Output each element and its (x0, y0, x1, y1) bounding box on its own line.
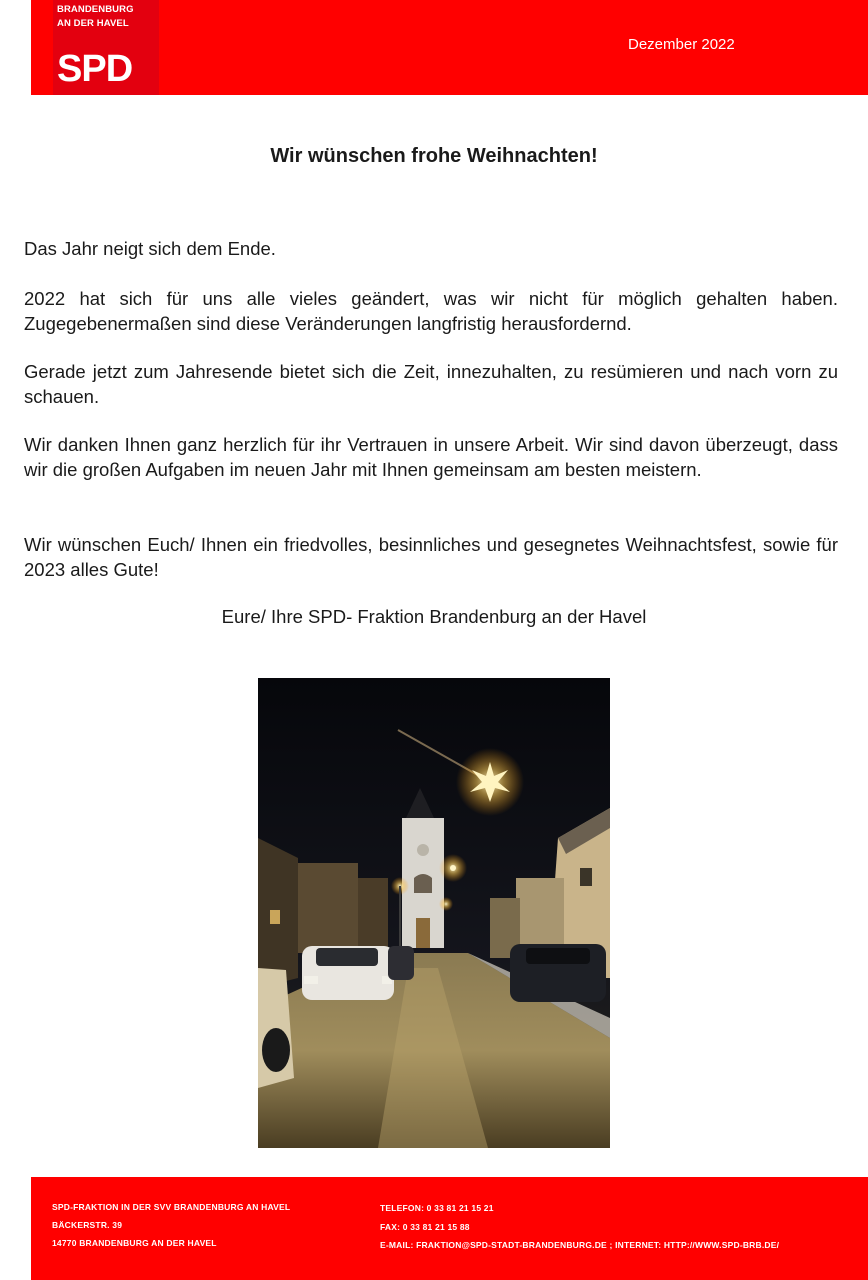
paragraph-4: Wir danken Ihnen ganz herzlich für ihr Vertrauen in unsere Arbeit. Wir sind davon überzeugt, dass wir die großen Aufgaben im neuen Jahr mit Ihnen gemeinsam am besten meistern. (24, 434, 838, 480)
footer-org: SPD-FRAKTION IN DER SVV BRANDENBURG AN HAVEL (52, 1202, 291, 1212)
paragraph-2: 2022 hat sich für uns alle vieles geändert, was wir nicht für möglich gehalten haben. Zugegebenermaßen sind diese Veränderungen langfristig herausfordernd. (24, 288, 838, 334)
footer-email-web: E-MAIL: FRAKTION@SPD-STADT-BRANDENBURG.DE ; INTERNET: HTTP://WWW.SPD-BRB.DE/ (380, 1240, 780, 1250)
footer-street: BÄCKERSTR. 39 (52, 1220, 123, 1230)
spd-logo (53, 0, 159, 95)
footer-fax: FAX: 0 33 81 21 15 88 (380, 1222, 470, 1232)
footer-city: 14770 BRANDENBURG AN DER HAVEL (52, 1238, 217, 1248)
paragraph-1: Das Jahr neigt sich dem Ende. (24, 238, 276, 259)
paragraph-5: Wir wünschen Euch/ Ihnen ein friedvolles, besinnliches und gesegnetes Weihnachtsfest, sowie für 2023 alles Gute! (24, 534, 838, 580)
footer-phone: TELEFON: 0 33 81 21 15 21 (380, 1203, 494, 1213)
christmas-street-photo (258, 678, 610, 1148)
logo-city-line1: BRANDENBURG (57, 4, 134, 15)
logo-party-name: SPD (57, 48, 133, 90)
paragraph-3: Gerade jetzt zum Jahresende bietet sich die Zeit, innezuhalten, zu resümieren und nach vorn zu schauen. (24, 361, 838, 407)
letter-title: Wir wünschen frohe Weihnachten! (270, 145, 598, 167)
logo-city-line2: AN DER HAVEL (57, 18, 129, 29)
letter-signature: Eure/ Ihre SPD- Fraktion Brandenburg an der Havel (221, 606, 647, 627)
letter-date: Dezember 2022 (628, 36, 735, 53)
